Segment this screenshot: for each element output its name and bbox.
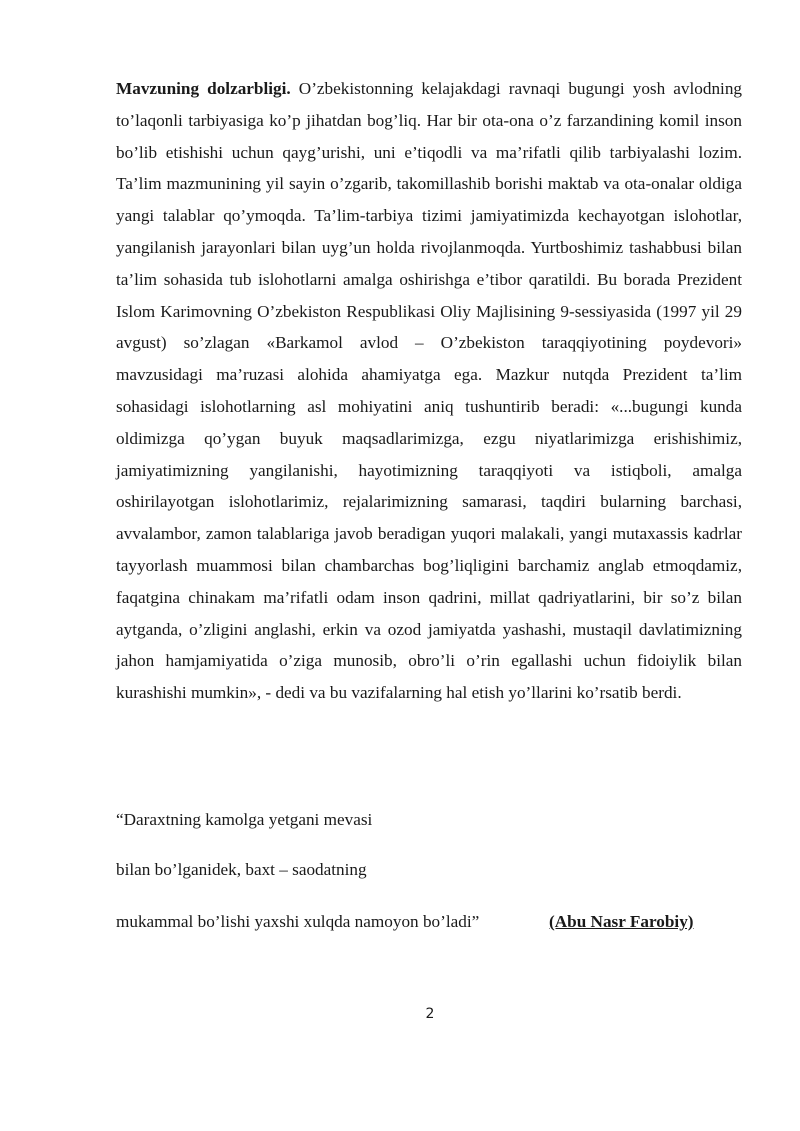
paragraph-text: O’zbekistonning kelajakdagi ravnaqi bugungi yosh avlodning to’laqonli tarbiyasiga ko’p jihatdan bog’liq. Har bir ota-ona o’z farzandining komil inson bo’lib etishishi uchun qayg’urishi, uni e’tiqodli va ma’rifatli qilib tarbiyalashi lozim. Ta’lim mazmunining yil sayin o’zgarib, takomillashib borishi maktab va ota-onalar oldiga yangi talablar qo’ymoqda. Ta’lim-tarbiya tizimi jamiyatimizda kechayotgan islohotlar, yangilanish jarayonlari bilan uyg’un holda rivojlanmoqda. Yurtboshimiz tashabbusi bilan ta’lim sohasida tub islohotlarni amalga oshirishga e’tibor qaratildi. Bu borada Prezident Islom Karimovning O’zbekiston Respublikasi Oliy Majlisining 9-sessiyasida (1997 yil 29 avgust) so’zlagan «Barkamol avlod – O’zbekiston taraqqiyotining poydevori» mavzusidagi ma’ruzasi alohida ahamiyatga ega. Mazkur nutqda Prezident ta’lim sohasidagi islohotlarning asl mohiyatini aniq tushuntirib beradi: «...bugungi kunda oldimizga qo’ygan buyuk maqsadlarimizga, ezgu niyatlarimizga erishishimiz, jamiyatimizning yangilanishi, hayotimizning taraqqiyoti va istiqboli, amalga oshirilayotgan islohotlarimiz, rejalarimizning samarasi, taqdiri bularning barchasi, avvalambor, zamon talablariga javob beradigan yuqori malakali, yangi mutaxassis kadrlar tayyorlash muammosi bilan chambarchas bog’liqligini barchamiz anglab etmoqdamiz, faqatgina chinakam ma’rifatli odam inson qadrini, millat qadriyatlarini, bir so’z bilan aytganda, o’zligini anglashi, erkin va ozod jamiyatda yashashi, mustaqil davlatimizning jahon hamjamiyatida o’ziga munosib, obro’li o’rin egallashi uchun fidoiylik bilan kurashishi mumkin», - dedi va bu vazifalarning hal etish yo’llarini ko’rsatib berdi. xyxy=(116,79,743,703)
main-paragraph xyxy=(116,73,742,709)
section-lead-heading: Mavzuning dolzarbligi. xyxy=(116,79,291,98)
quote-line-1: “Daraxtning kamolga yetgani mevasi xyxy=(116,810,373,829)
quote-author: (Abu Nasr Farobiy) xyxy=(549,912,694,931)
quote-line-3: mukammal bo’lishi yaxshi xulqda namoyon bo’ladi” xyxy=(116,912,480,931)
page-number: 2 xyxy=(425,1006,435,1022)
quote-line-2: bilan bo’lganidek, baxt – saodatning xyxy=(116,860,367,879)
